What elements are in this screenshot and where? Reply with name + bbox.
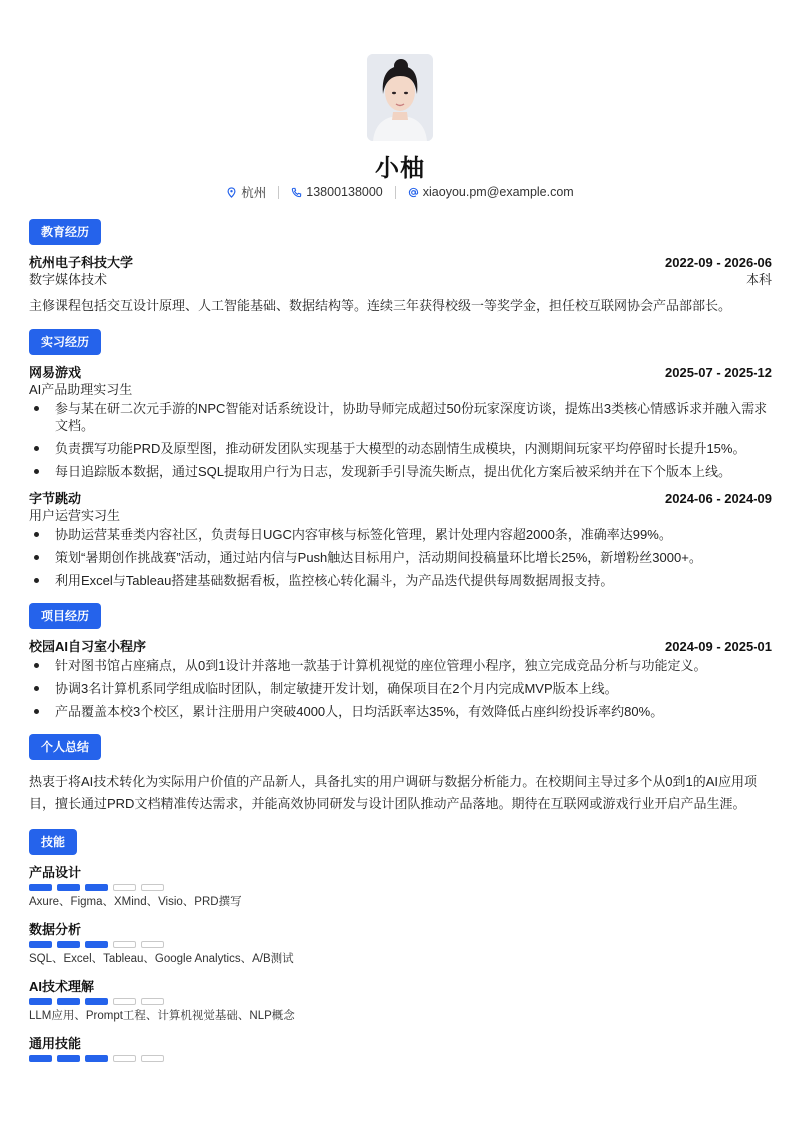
internship-bullets: [29, 526, 772, 589]
internship-header-row: [29, 490, 772, 507]
summary-text: 热衷于将AI技术转化为实际用户价值的产品新人，具备扎实的用户调研与数据分析能力。在校期间主导过多个从0到1的AI应用项目，擅长通过PRD文档精准传达需求，并能高效协同研发与设计团队推动产品落地。期待在互联网或游戏行业开启产品生涯。: [29, 774, 758, 811]
skill-level-dot-filled: [29, 998, 52, 1005]
skill-item: [29, 1035, 772, 1062]
contact-phone: [291, 185, 382, 199]
skill-level-dot-empty: [113, 884, 136, 891]
skill-level-meter: [29, 1055, 772, 1062]
list-item: 产品覆盖本校3个校区，累计注册用户突破4000人，日均活跃率达35%，有效降低占座纠纷投诉率约80%。: [29, 703, 772, 720]
internship-section: [29, 329, 772, 589]
skill-name: AI技术理解: [29, 979, 95, 994]
degree: 本科: [745, 272, 772, 287]
internship-date: 2025-07 - 2025-12: [665, 365, 772, 380]
major: 数字媒体技术: [29, 272, 108, 287]
summary-heading: 个人总结: [29, 734, 101, 760]
skill-level-meter: [29, 941, 772, 948]
skills-section: [29, 829, 772, 1062]
internship-role-row: [29, 381, 772, 398]
project-bullets: [29, 657, 772, 720]
skill-level-dot-filled: [29, 884, 52, 891]
skill-level-dot-empty: [141, 941, 164, 948]
list-item: 针对图书馆占座痛点，从0到1设计并落地一款基于计算机视觉的座位管理小程序，独立完成竞品分析与功能定义。: [29, 657, 772, 674]
skill-level-dot-filled: [57, 1055, 80, 1062]
skill-level-dot-filled: [29, 941, 52, 948]
internship-bullets: [29, 400, 772, 480]
contact-email-text[interactable]: xiaoyou.pm@example.com: [422, 185, 574, 199]
education-heading: 教育经历: [29, 219, 101, 245]
project-section: [29, 603, 772, 720]
list-item: 负责撰写功能PRD及原型图，推动研发团队实现基于大模型的动态剧情生成模块，内测期间玩家平均停留时长提升15%。: [29, 440, 772, 457]
project-name: 校园AI自习室小程序: [29, 639, 147, 654]
internship-entry: [29, 490, 772, 589]
skill-details: SQL、Excel、Tableau、Google Analytics、A/B测试: [29, 953, 294, 965]
skill-level-dot-filled: [57, 941, 80, 948]
internship-heading: 实习经历: [29, 329, 101, 355]
contact-divider: [278, 186, 279, 199]
education-date: 2022-09 - 2026-06: [665, 255, 772, 270]
internship-header-row: [29, 364, 772, 381]
skills-list: [29, 864, 772, 1062]
summary-section: [29, 734, 772, 815]
skill-level-dot-empty: [141, 1055, 164, 1062]
skill-name: 产品设计: [29, 865, 82, 880]
skill-details: Axure、Figma、XMind、Visio、PRD撰写: [29, 896, 242, 908]
skill-level-dot-filled: [57, 998, 80, 1005]
skill-item: [29, 978, 772, 1024]
contact-email: [408, 185, 574, 199]
education-section: [29, 219, 772, 316]
company-name: 字节跳动: [29, 491, 82, 506]
skill-item: [29, 921, 772, 967]
skill-level-dot-empty: [113, 1055, 136, 1062]
contact-location: [226, 183, 266, 201]
skill-level-dot-filled: [85, 884, 108, 891]
project-date: 2024-09 - 2025-01: [665, 639, 772, 654]
education-sub-row: [29, 271, 772, 288]
skill-level-dot-empty: [113, 998, 136, 1005]
list-item: 每日追踪版本数据，通过SQL提取用户行为日志，发现新手引导流失断点，提出优化方案后被采纳并在下个版本上线。: [29, 463, 772, 480]
education-description: 主修课程包括交互设计原理、人工智能基础、数据结构等。连续三年获得校级一等奖学金，担任校互联网协会产品部部长。: [29, 298, 732, 313]
skill-name: 通用技能: [29, 1036, 82, 1051]
project-heading: 项目经历: [29, 603, 101, 629]
list-item: 协调3名计算机系同学组成临时团队，制定敏捷开发计划，确保项目在2个月内完成MVP版本上线。: [29, 680, 772, 697]
profile-photo: [367, 54, 433, 141]
internship-role: 用户运营实习生: [29, 508, 121, 523]
skill-level-dot-empty: [113, 941, 136, 948]
skill-level-dot-filled: [29, 1055, 52, 1062]
list-item: 参与某在研二次元手游的NPC智能对话系统设计，协助导师完成超过50份玩家深度访谈，提炼出3类核心情感诉求并融入需求文档。: [29, 400, 772, 434]
portrait-image: [367, 54, 433, 141]
skill-level-dot-filled: [85, 941, 108, 948]
project-header-row: [29, 638, 772, 655]
internship-role-row: [29, 507, 772, 524]
skill-level-dot-filled: [85, 998, 108, 1005]
email-icon: [408, 187, 419, 198]
school-name: 杭州电子科技大学: [29, 255, 134, 270]
location-pin-icon: [226, 187, 237, 198]
education-header-row: [29, 254, 772, 271]
skill-level-meter: [29, 884, 772, 891]
skill-level-dot-filled: [57, 884, 80, 891]
contact-location-text: 杭州: [241, 186, 267, 200]
resume-body: [29, 219, 772, 1073]
skill-details: LLM应用、Prompt工程、计算机视觉基础、NLP概念: [29, 1010, 295, 1022]
contact-bar: [0, 183, 800, 201]
internship-entry: [29, 364, 772, 480]
project-entry: [29, 638, 772, 720]
skill-level-dot-filled: [85, 1055, 108, 1062]
contact-divider: [395, 186, 396, 199]
skill-name: 数据分析: [29, 922, 82, 937]
list-item: 协助运营某垂类内容社区，负责每日UGC内容审核与标签化管理，累计处理内容超2000条，准确率达99%。: [29, 526, 772, 543]
phone-icon: [291, 187, 302, 198]
list-item: 策划“暑期创作挑战赛”活动，通过站内信与Push触达目标用户，活动期间投稿量环比增长25%，新增粉丝3000+。: [29, 549, 772, 566]
candidate-name: 小柚: [375, 155, 425, 182]
company-name: 网易游戏: [29, 365, 82, 380]
list-item: 利用Excel与Tableau搭建基础数据看板，监控核心转化漏斗，为产品迭代提供每周数据周报支持。: [29, 572, 772, 589]
internship-date: 2024-06 - 2024-09: [665, 491, 772, 506]
skill-level-meter: [29, 998, 772, 1005]
skill-level-dot-empty: [141, 884, 164, 891]
skills-heading: 技能: [29, 829, 77, 855]
contact-phone-text[interactable]: 13800138000: [306, 185, 383, 199]
skill-level-dot-empty: [141, 998, 164, 1005]
skill-item: [29, 864, 772, 910]
internship-role: AI产品助理实习生: [29, 382, 133, 397]
